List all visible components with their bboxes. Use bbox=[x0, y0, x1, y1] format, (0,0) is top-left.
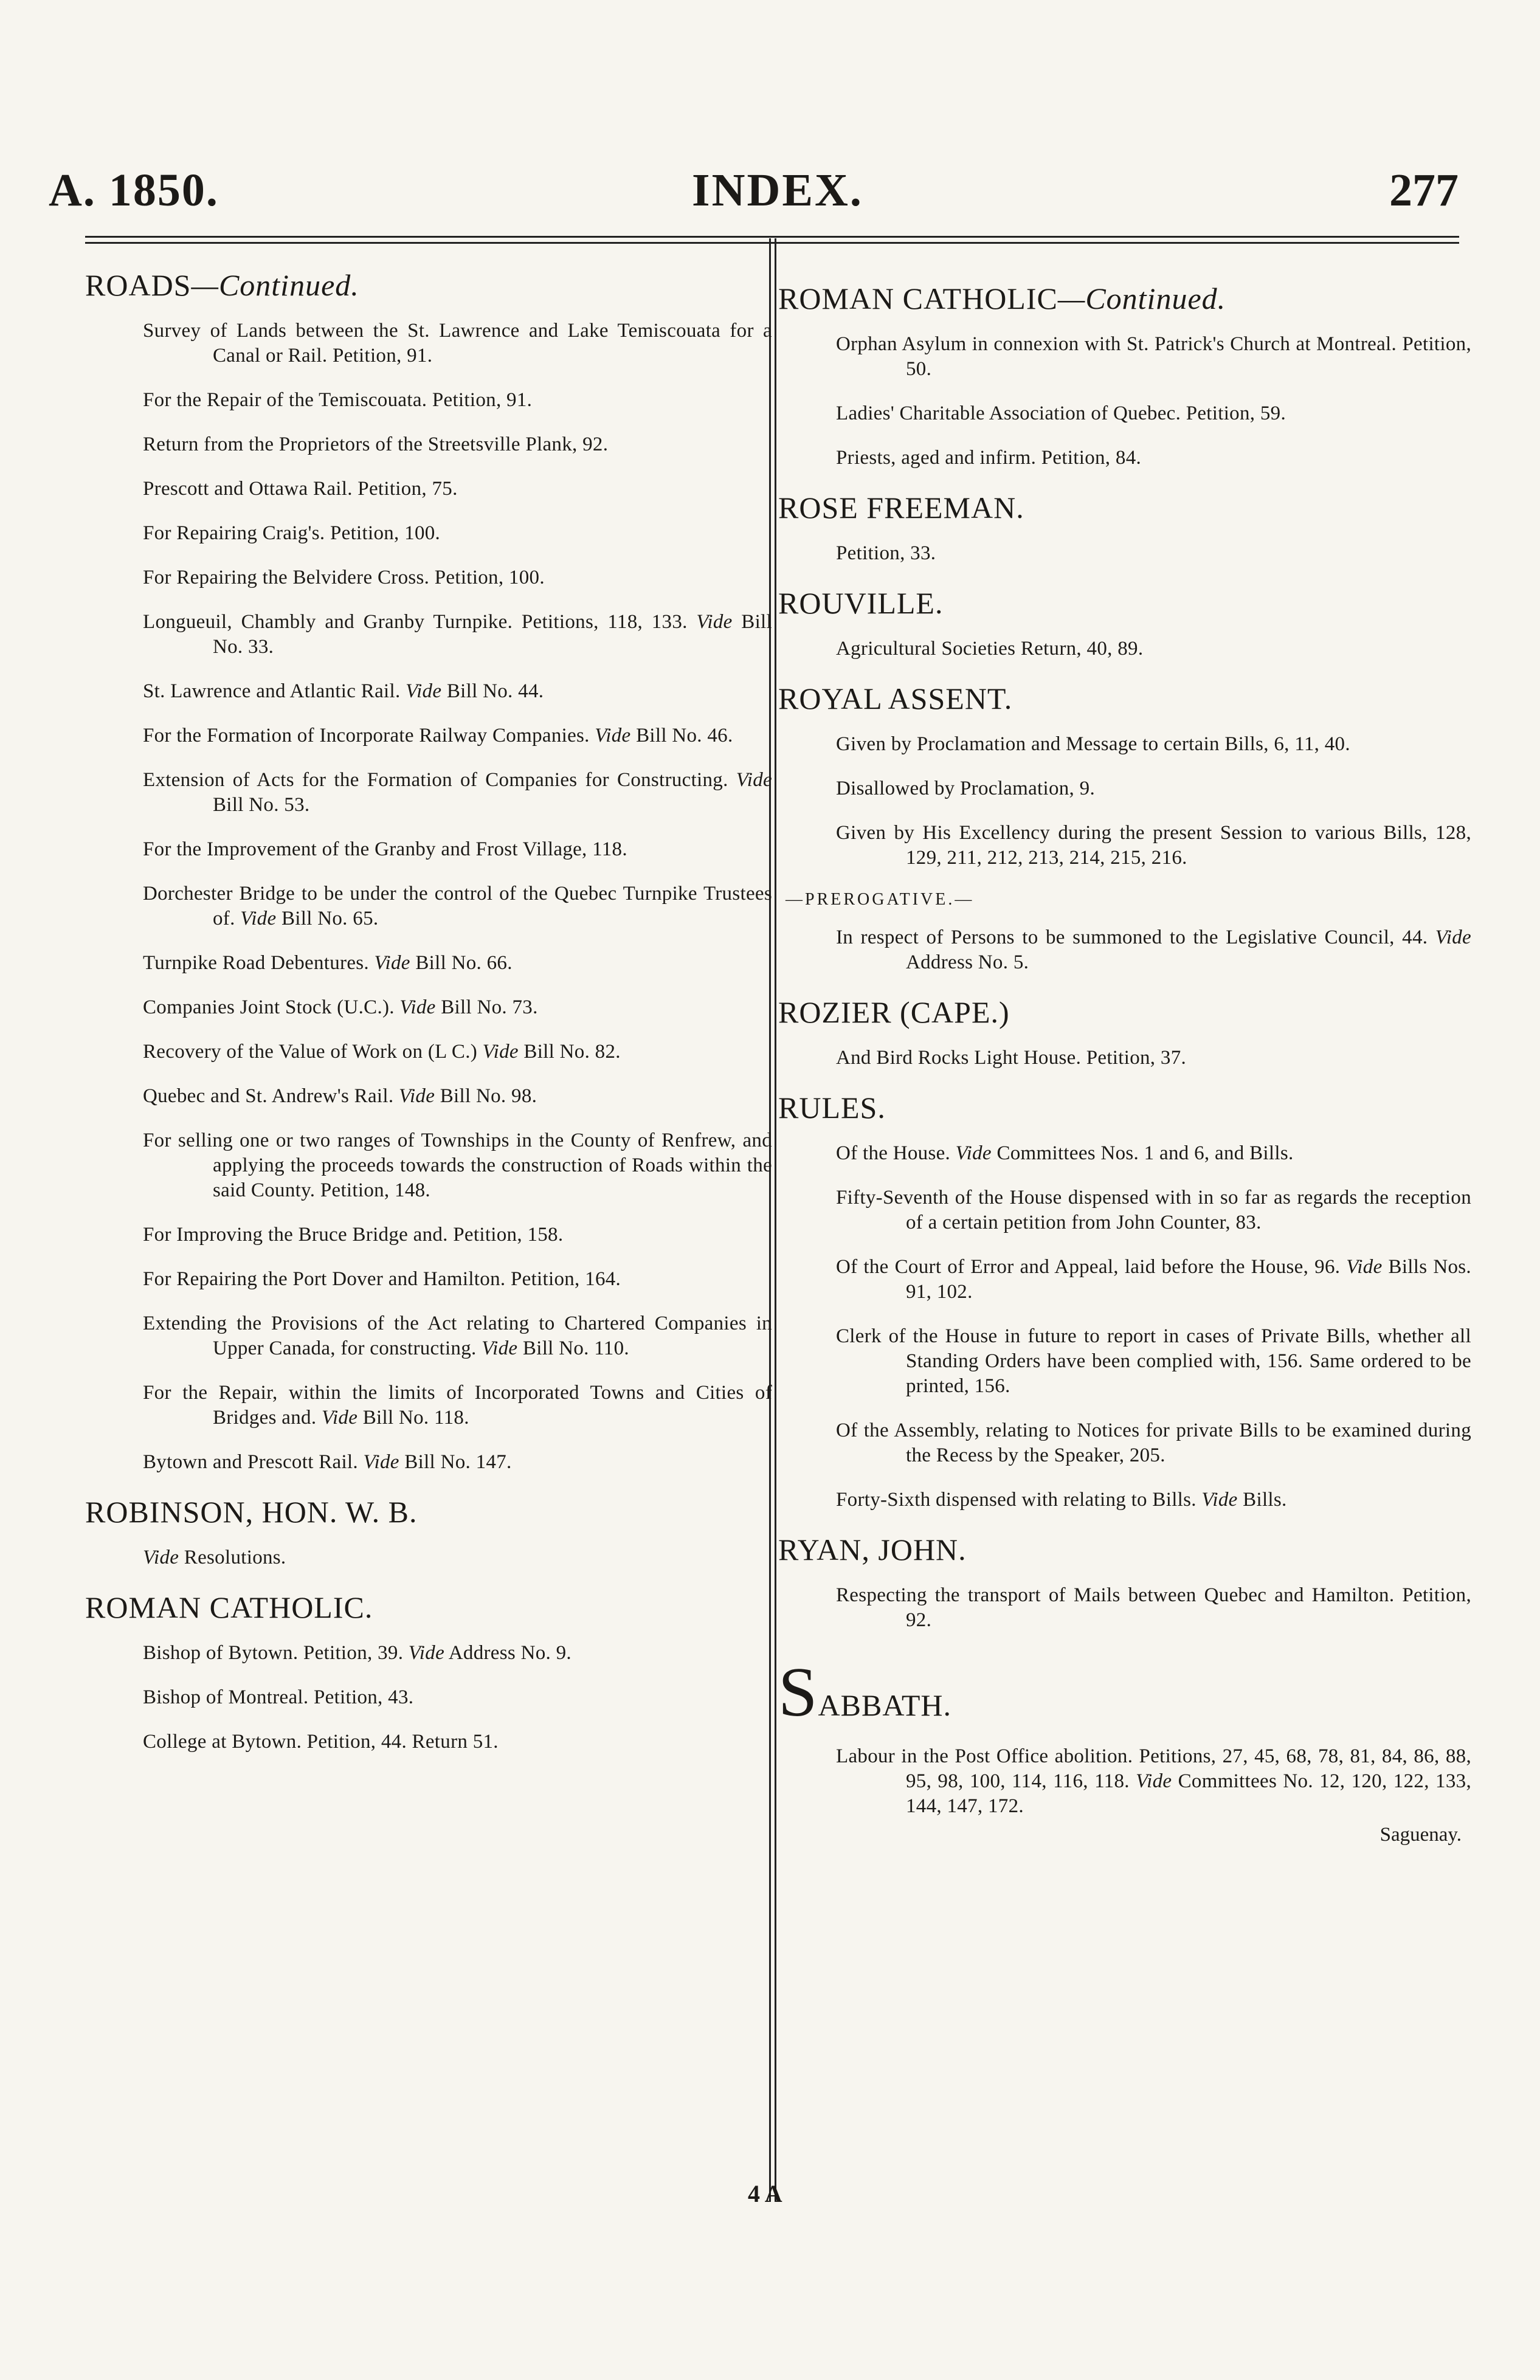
heading-text: ROZIER (CAPE.) bbox=[778, 995, 1010, 1029]
entry-vide: Vide bbox=[400, 680, 442, 702]
section-heading bbox=[85, 1590, 772, 1625]
header-year: A. 1850. bbox=[49, 165, 219, 216]
entry-text: Fifty-Seventh of the House dispensed with in so far as regards the reception of a certain petition from John Counter, 83. bbox=[836, 1187, 1471, 1233]
entry-vide: Vide bbox=[1196, 1489, 1238, 1511]
section-heading bbox=[778, 681, 1471, 716]
entry-text: Of the Assembly, relating to Notices for private Bills to be examined during the Recess by the Speaker, 205. bbox=[836, 1419, 1471, 1466]
index-entry bbox=[85, 1685, 772, 1710]
entry-text: Of the Court of Error and Appeal, laid before the House, 96. bbox=[836, 1256, 1341, 1278]
entry-tail: Bill No. 46. bbox=[630, 725, 733, 747]
entry-text: Companies Joint Stock (U.C.). bbox=[143, 996, 395, 1018]
index-entry bbox=[778, 925, 1471, 975]
index-entry bbox=[85, 1450, 772, 1475]
heading-text: RULES. bbox=[778, 1091, 886, 1125]
entry-vide: Vide bbox=[589, 725, 631, 747]
entry-text: For Repairing Craig's. Petition, 100. bbox=[143, 522, 441, 544]
index-entry bbox=[85, 723, 772, 748]
entry-text: For the Improvement of the Granby and Frost Village, 118. bbox=[143, 838, 627, 860]
index-entry bbox=[778, 332, 1471, 382]
index-entry bbox=[778, 1185, 1471, 1235]
entry-tail: Bill No. 53. bbox=[213, 794, 310, 816]
entry-vide: Vide bbox=[357, 1451, 399, 1473]
index-entry bbox=[85, 995, 772, 1020]
entry-text: Priests, aged and infirm. Petition, 84. bbox=[836, 447, 1142, 469]
subheading: —PREROGATIVE.— bbox=[786, 890, 975, 909]
entry-text: Extending the Provisions of the Act relating to Chartered Companies in Upper Canada, for constructing. bbox=[143, 1312, 772, 1359]
entry-vide: Vide bbox=[143, 1547, 179, 1568]
index-entry bbox=[778, 776, 1471, 801]
entry-text: Extension of Acts for the Formation of Companies for Constructing. bbox=[143, 769, 728, 791]
index-entry bbox=[85, 881, 772, 931]
entry-text: In respect of Persons to be summoned to the Legislative Council, 44. bbox=[836, 926, 1428, 948]
heading-text: ROUVILLE. bbox=[778, 586, 944, 620]
entry-text: Given by Proclamation and Message to certain Bills, 6, 11, 40. bbox=[836, 733, 1350, 755]
index-entry bbox=[85, 388, 772, 413]
entry-tail: Committees Nos. 1 and 6, and Bills. bbox=[991, 1142, 1294, 1164]
section-heading bbox=[778, 490, 1471, 525]
entry-text: For the Repair, within the limits of Incorporated Towns and Cities of Bridges and. bbox=[143, 1382, 772, 1429]
entry-tail: Bill No. 73. bbox=[435, 996, 538, 1018]
entry-tail: Bill No. 110. bbox=[517, 1337, 629, 1359]
entry-text: Quebec and St. Andrew's Rail. bbox=[143, 1085, 394, 1107]
column-divider-right bbox=[775, 238, 776, 2202]
index-entry bbox=[85, 1040, 772, 1064]
entry-tail: Bill No. 118. bbox=[357, 1407, 469, 1429]
index-entry bbox=[85, 521, 772, 546]
index-entry bbox=[778, 1255, 1471, 1305]
entry-text: Prescott and Ottawa Rail. Petition, 75. bbox=[143, 478, 458, 500]
entry-text: Bytown and Prescott Rail. bbox=[143, 1451, 358, 1473]
entry-vide: Vide bbox=[1340, 1256, 1383, 1278]
entry-vide: Vide bbox=[235, 908, 277, 930]
index-entry bbox=[85, 679, 772, 704]
index-entry bbox=[778, 401, 1471, 426]
sabbath-entry bbox=[778, 1744, 1471, 1819]
entry-tail: Bill No. 82. bbox=[518, 1041, 621, 1063]
entry-text: Disallowed by Proclamation, 9. bbox=[836, 778, 1096, 799]
sabbath-heading-rest: ABBATH. bbox=[818, 1688, 952, 1722]
entry-text: Given by His Excellency during the present Session to various Bills, 128, 129, 211, 212, 213, 214, 215, 216. bbox=[836, 822, 1471, 869]
entry-tail: Bill No. 44. bbox=[441, 680, 544, 702]
index-entry bbox=[85, 1267, 772, 1292]
entry-vide: Vide bbox=[477, 1041, 519, 1063]
sabbath-initial: S bbox=[778, 1654, 818, 1731]
header-rule-top bbox=[85, 236, 1459, 238]
heading-text: RYAN, JOHN. bbox=[778, 1533, 967, 1567]
index-entry bbox=[778, 1488, 1471, 1513]
entry-text: For selling one or two ranges of Townships in the County of Renfrew, and applying the proceeds towards the construction of Roads within the said County. Petition, 148. bbox=[143, 1130, 772, 1201]
index-entry bbox=[85, 610, 772, 660]
entry-vide: Vide bbox=[368, 952, 410, 974]
header-page-number: 277 bbox=[1389, 165, 1459, 216]
entry-tail: Resolutions. bbox=[179, 1547, 286, 1568]
index-entry bbox=[778, 541, 1471, 566]
left-column bbox=[85, 267, 772, 1774]
heading-continued: —Continued. bbox=[1057, 281, 1226, 316]
index-entry bbox=[85, 1545, 772, 1570]
index-entry bbox=[85, 768, 772, 818]
index-entry bbox=[778, 821, 1471, 871]
entry-text: Dorchester Bridge to be under the control of the Quebec Turnpike Trustees of. bbox=[143, 883, 772, 930]
index-entry bbox=[85, 837, 772, 862]
sabbath-heading bbox=[778, 1654, 1471, 1731]
entry-tail: Address No. 5. bbox=[906, 951, 1029, 973]
index-entry bbox=[778, 1324, 1471, 1399]
entry-text: Respecting the transport of Mails between Quebec and Hamilton. Petition, 92. bbox=[836, 1584, 1471, 1631]
entry-text: For Improving the Bruce Bridge and. Petition, 158. bbox=[143, 1224, 564, 1246]
entry-text: For Repairing the Belvidere Cross. Petition, 100. bbox=[143, 567, 545, 588]
index-entry bbox=[778, 1141, 1471, 1166]
index-entry bbox=[85, 1311, 772, 1361]
entry-tail: Committees No. 12, 120, 122, 133, 144, 147, 172. bbox=[906, 1770, 1471, 1817]
index-entry bbox=[778, 1418, 1471, 1468]
section-heading bbox=[778, 281, 1471, 316]
entry-vide: Vide bbox=[403, 1642, 445, 1664]
entry-text: Orphan Asylum in connexion with St. Patrick's Church at Montreal. Petition, 50. bbox=[836, 333, 1471, 380]
section-heading bbox=[85, 267, 772, 303]
entry-vide: Vide bbox=[476, 1337, 518, 1359]
entry-text: Longueuil, Chambly and Granby Turnpike. Petitions, 118, 133. bbox=[143, 611, 688, 633]
index-entry bbox=[778, 732, 1471, 757]
index-entry bbox=[85, 319, 772, 368]
entry-text: And Bird Rocks Light House. Petition, 37. bbox=[836, 1047, 1187, 1069]
heading-continued: —Continued. bbox=[191, 268, 359, 302]
right-column bbox=[778, 267, 1471, 1846]
index-entry bbox=[85, 1128, 772, 1203]
entry-text: Bishop of Montreal. Petition, 43. bbox=[143, 1686, 414, 1708]
entry-text: Clerk of the House in future to report in cases of Private Bills, whether all Standing Orders have been complied with, 156. Same ordered to be printed, 156. bbox=[836, 1325, 1471, 1397]
section-heading bbox=[778, 1090, 1471, 1125]
section-heading bbox=[778, 995, 1471, 1030]
section-heading bbox=[778, 1532, 1471, 1567]
index-entry bbox=[85, 1381, 772, 1430]
heading-text: ROADS bbox=[85, 268, 192, 302]
entry-text: Petition, 33. bbox=[836, 542, 936, 564]
section-heading bbox=[85, 1494, 772, 1530]
entry-tail: Bill No. 98. bbox=[435, 1085, 537, 1107]
entry-vide: Vide bbox=[1129, 1770, 1172, 1792]
entry-text: Agricultural Societies Return, 40, 89. bbox=[836, 638, 1144, 660]
entry-tail: Bills. bbox=[1237, 1489, 1287, 1511]
entry-text: Recovery of the Value of Work on (L C.) bbox=[143, 1041, 478, 1063]
header-title: INDEX. bbox=[692, 165, 863, 216]
index-entry bbox=[85, 1084, 772, 1109]
entry-vide: Vide bbox=[393, 1085, 435, 1107]
entry-tail: Bill No. 147. bbox=[399, 1451, 512, 1473]
index-entry bbox=[85, 432, 772, 457]
entry-tail: Bill No. 66. bbox=[410, 952, 513, 974]
index-entry bbox=[778, 446, 1471, 471]
index-entry bbox=[85, 477, 772, 502]
index-entry bbox=[778, 1583, 1471, 1633]
index-entry bbox=[85, 1641, 772, 1666]
entry-vide: Vide bbox=[316, 1407, 358, 1429]
entry-text: Of the House. bbox=[836, 1142, 951, 1164]
entry-vide: Vide bbox=[687, 611, 733, 633]
entry-text: Ladies' Charitable Association of Quebec. Petition, 59. bbox=[836, 402, 1286, 424]
page-header bbox=[0, 164, 1540, 219]
entry-vide: Vide bbox=[728, 769, 772, 791]
entry-text: Turnpike Road Debentures. bbox=[143, 952, 369, 974]
entry-vide: Vide bbox=[1428, 926, 1471, 948]
entry-text: Forty-Sixth dispensed with relating to Bills. bbox=[836, 1489, 1196, 1511]
entry-text: Return from the Proprietors of the Streetsville Plank, 92. bbox=[143, 433, 609, 455]
entry-tail: Bill No. 65. bbox=[276, 908, 379, 930]
entry-tail: Address No. 9. bbox=[444, 1642, 571, 1664]
signature-mark: 4 A bbox=[748, 2180, 782, 2207]
index-entry bbox=[778, 636, 1471, 661]
entry-vide: Vide bbox=[394, 996, 436, 1018]
index-entry bbox=[85, 951, 772, 976]
entry-text: For Repairing the Port Dover and Hamilton. Petition, 164. bbox=[143, 1268, 621, 1290]
entry-text: For the Formation of Incorporate Railway Companies. bbox=[143, 725, 590, 747]
right-column-sections bbox=[778, 281, 1471, 1633]
entry-text: St. Lawrence and Atlantic Rail. bbox=[143, 680, 401, 702]
index-entry bbox=[85, 565, 772, 590]
entry-text: Bishop of Bytown. Petition, 39. bbox=[143, 1642, 404, 1664]
entry-text: College at Bytown. Petition, 44. Return 51. bbox=[143, 1731, 499, 1753]
catchword: Saguenay. bbox=[1379, 1824, 1462, 1846]
entry-tail: Bills Nos. 91, 102. bbox=[906, 1256, 1471, 1303]
entry-text: Labour in the Post Office abolition. Petitions, 27, 45, 68, 78, 81, 84, 86, 88, 95, 98, 100, 114, 116, 118. bbox=[836, 1745, 1471, 1792]
entry-text: Survey of Lands between the St. Lawrence and Lake Temiscouata for a Canal or Rail. Petition, 91. bbox=[143, 320, 772, 367]
index-entry bbox=[778, 1046, 1471, 1071]
heading-text: ROBINSON, HON. W. B. bbox=[85, 1495, 418, 1529]
header-rule-bottom bbox=[85, 242, 1459, 244]
entry-vide: Vide bbox=[950, 1142, 992, 1164]
heading-text: ROMAN CATHOLIC bbox=[778, 281, 1058, 316]
index-entry bbox=[85, 1730, 772, 1754]
heading-text: ROMAN CATHOLIC. bbox=[85, 1590, 373, 1624]
entry-tail: Bill No. 33. bbox=[213, 611, 772, 658]
heading-text: ROYAL ASSENT. bbox=[778, 681, 1013, 716]
heading-text: ROSE FREEMAN. bbox=[778, 491, 1024, 525]
entry-text: For the Repair of the Temiscouata. Petition, 91. bbox=[143, 389, 533, 411]
section-heading bbox=[778, 585, 1471, 621]
index-entry bbox=[85, 1223, 772, 1247]
